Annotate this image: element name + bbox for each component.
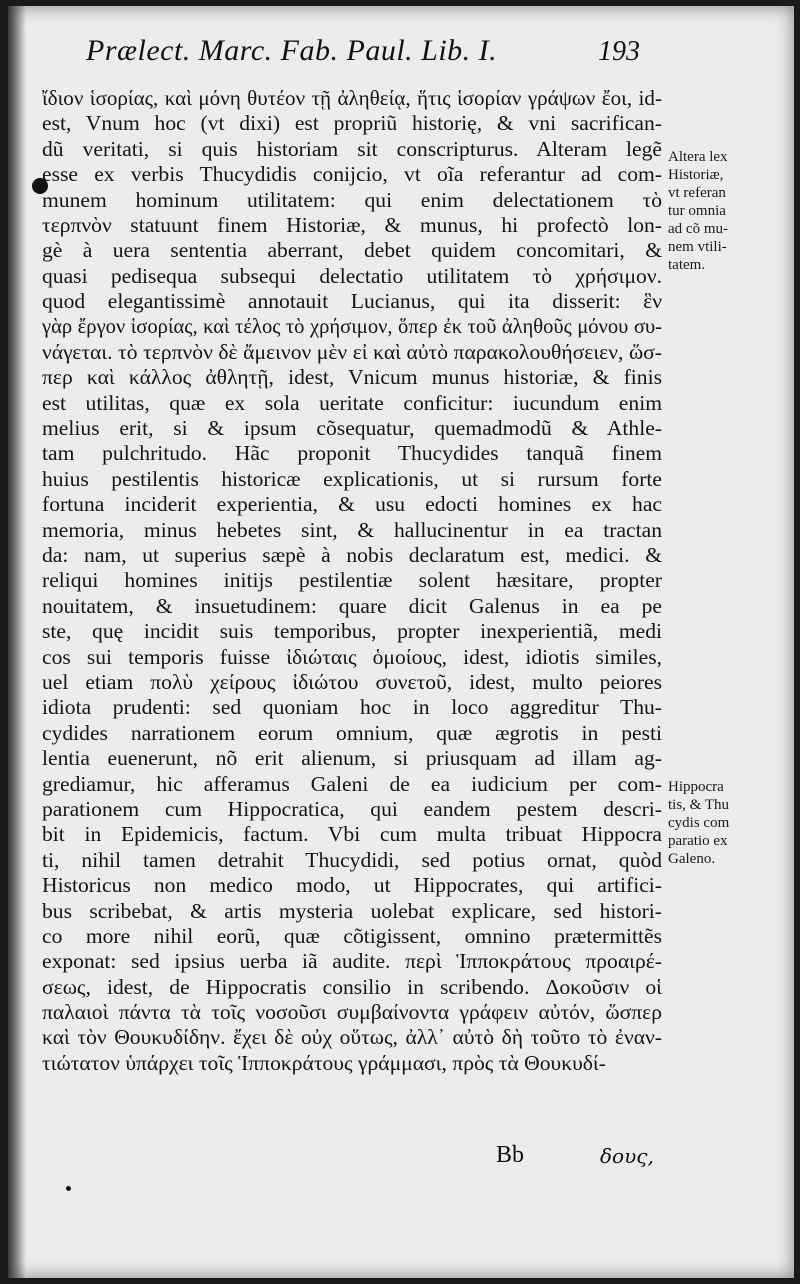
- text-line: idiota prudenti: sed quoniam hoc in loco aggreditur Thu-: [42, 695, 662, 720]
- catchword: δους,: [600, 1144, 654, 1168]
- text-line: ti, nihil tamen detrahit Thucydidi, sed potius ornat, quòd: [42, 847, 662, 872]
- margin-note-line: Hippocra: [668, 779, 724, 795]
- text-line: parationem cum Hippocratica, qui eandem pestem descri-: [42, 796, 662, 821]
- margin-note-line: Historiæ,: [668, 167, 724, 183]
- text-line: munem hominum utilitatem: qui enim delectationem τὸ: [42, 187, 662, 212]
- text-line: Historicus non medico modo, ut Hippocrates, qui artifici-: [42, 873, 662, 898]
- text-line: cydides narrationem eorum omnium, quæ ægrotis in pesti: [42, 720, 662, 745]
- text-line: da: nam, ut superius sæpè à nobis declaratum est, medici. &: [42, 543, 662, 568]
- margin-note-hippocratis: [668, 778, 778, 868]
- text-line: cos sui temporis fuisse ἰδιώταις ὁμοίους, idest, idiotis similes,: [42, 644, 662, 669]
- text-line: grediamur, hic afferamus Galeni de ea iudicium per com-: [42, 771, 662, 796]
- scan-shadow: [8, 6, 26, 1278]
- text-line: tam pulchritudo. Hãc proponit Thucydides tanquã finem: [42, 441, 662, 466]
- ink-dot: [66, 1186, 71, 1191]
- text-line: est, Vnum hoc (vt dixi) est propriũ historię, & vni sacrifican-: [42, 111, 662, 136]
- text-line: exponat: sed ipsius uerba iã audite. περὶ Ἱπποκράτους προαιρέ-: [42, 949, 662, 974]
- text-line: quasi pedisequa subsequi delectatio utilitatem τὸ χρήσιμον.: [42, 263, 662, 288]
- margin-note-line: Galeno.: [668, 851, 716, 867]
- text-line: melius erit, si & ipsum cõsequatur, quemadmodũ & Athle-: [42, 416, 662, 441]
- text-line: dũ veritati, si quis historiam sit conscripturus. Alteram legẽ: [42, 136, 662, 161]
- text-line: quod elegantissimè annotauit Lucianus, qui ita disserit: ἓν: [42, 289, 662, 314]
- text-line: περ καὶ κάλλος ἀθλητῇ, idest, Vnicum munus historiæ, & finis: [42, 365, 662, 390]
- text-line: co more nihil eorũ, quæ cõtigissent, omnino prætermittẽs: [42, 923, 662, 948]
- text-line: uel etiam πολὺ χείρους ἰδιώτου συνετοῦ, idest, multo peiores: [42, 669, 662, 694]
- text-line: τερπνὸν statuunt finem Historiæ, & munus, hi profectò lon-: [42, 212, 662, 237]
- margin-note-line: paratio ex: [668, 833, 728, 849]
- margin-note-line: vt referan: [668, 185, 726, 201]
- margin-note-altera-lex: [668, 148, 778, 274]
- margin-note-line: Altera lex: [668, 149, 728, 165]
- text-line: lentia euenerunt, nõ erit alienum, si priusquam ad illam ag-: [42, 746, 662, 771]
- text-line: reliqui homines initijs pestilentiæ solent hæsitare, propter: [42, 568, 662, 593]
- text-line: γὰρ ἔργον ἱσορίας, καὶ τέλος τὸ χρήσιμον, ὅπερ ἐκ τοῦ ἀληθοῦς μόνου συ-: [42, 315, 662, 338]
- page-number: 193: [598, 36, 640, 67]
- text-line: bus scribebat, & artis mysteria uolebat explicare, sed histori-: [42, 898, 662, 923]
- text-line: huius pestilentis historicæ explicationis, ut si rursum forte: [42, 466, 662, 491]
- margin-note-line: ad cõ mu-: [668, 221, 728, 237]
- text-line: nouitatem, & insuetudinem: quare dicit Galenus in ea pe: [42, 593, 662, 618]
- margin-note-line: nem vtili-: [668, 239, 727, 255]
- text-line: σεως, idest, de Hippocratis consilio in scribendo. Δοκοῦσιν οἱ: [42, 974, 662, 999]
- margin-note-line: tatem.: [668, 257, 706, 273]
- text-line: ste, quę incidit suis temporibus, propter inexperientiã, medi: [42, 619, 662, 644]
- text-line: παλαιοὶ πάντα τὰ τοῖς νοσοῦσι συμβαίνοντα γράφειν αὐτόν, ὥσπερ: [42, 1000, 662, 1025]
- text-line: gè à uera sententia aberrant, debet quidem concomitari, &: [42, 238, 662, 263]
- margin-note-line: tis, & Thu: [668, 797, 729, 813]
- text-line: τιώτατον ὑπάρχει τοῖς Ἱπποκράτους γράμμασι, πρὸς τὰ Θουκυδί-: [42, 1050, 606, 1075]
- book-page: [8, 6, 794, 1278]
- text-line: νάγεται. τὸ τερπνὸν δὲ ἄμεινον μὲν εἰ καὶ αὐτὸ παρακολουθήσειεν, ὥσ-: [42, 339, 662, 364]
- text-line: καὶ τὸν Θουκυδίδην. ἔχει δὲ οὐχ οὕτως, ἀλλ᾽ αὐτὸ δὴ τοῦτο τὸ ἐναν-: [42, 1025, 662, 1050]
- margin-note-line: cydis com: [668, 815, 730, 831]
- body-text: [42, 86, 662, 1076]
- text-line: est utilitas, quæ ex sola ueritate conficitur: iucundum enim: [42, 390, 662, 415]
- text-line: ἴδιον ἱσορίας, καὶ μόνη θυτέον τῇ ἀληθείᾳ, ἥτις ἱσορίαν γράψων ἔοι, id-: [42, 86, 662, 110]
- text-line: esse ex verbis Thucydidis conijcio, vt oĩa referantur ad com-: [42, 162, 662, 187]
- text-line: bit in Epidemicis, factum. Vbi cum multa tribuat Hippocra: [42, 822, 662, 847]
- margin-note-line: tur omnia: [668, 203, 726, 219]
- text-line: memoria, minus hebetes sint, & hallucinentur in ea tractan: [42, 517, 662, 542]
- signature-mark: Bb: [496, 1142, 525, 1168]
- running-title: Prælect. Marc. Fab. Paul. Lib. I.: [86, 34, 498, 67]
- text-line: fortuna inciderit experientia, & usu edocti homines ex hac: [42, 492, 662, 517]
